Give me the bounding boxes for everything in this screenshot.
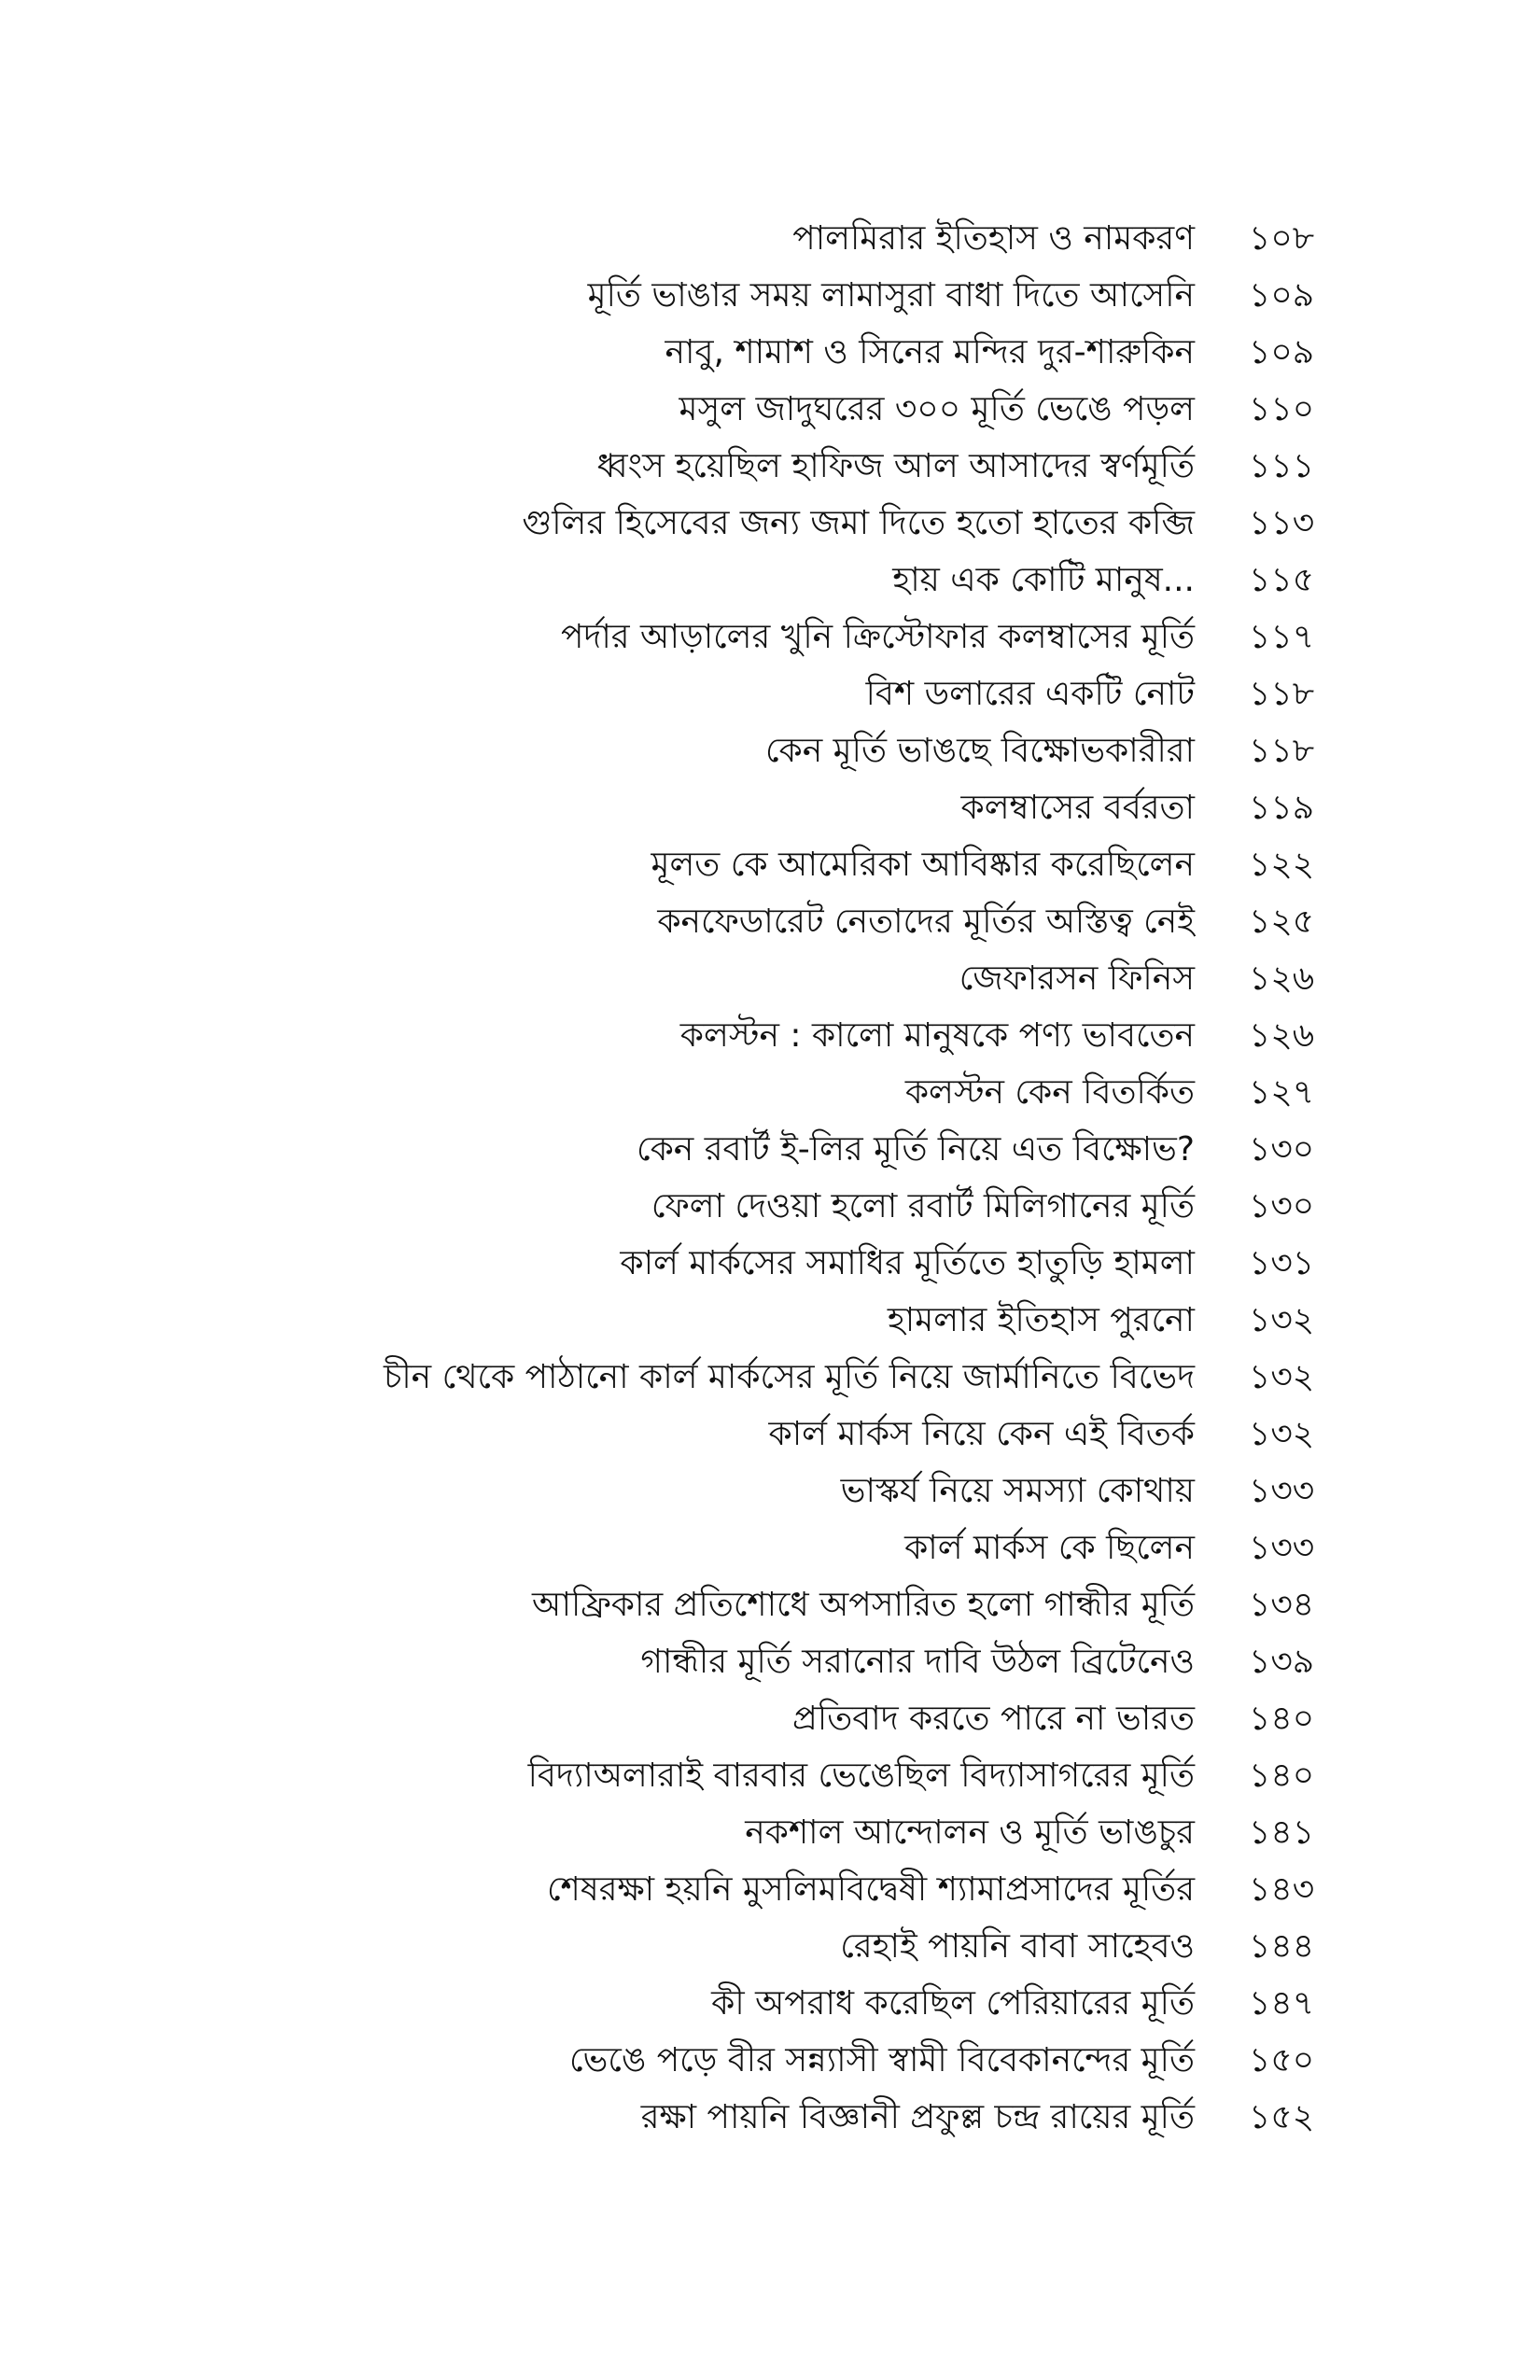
entry-title: আফ্রিকার প্রতিশোধে অপসারিত হলো গান্ধীর মূর্তি — [532, 1586, 1195, 1624]
entry-page-number: ১৪৭ — [1249, 1984, 1315, 2023]
entry-page-number: ১১৮ — [1249, 732, 1315, 770]
toc-entry — [0, 439, 1540, 496]
entry-page-number: ১০৯ — [1249, 333, 1315, 371]
entry-page-number: ১৩৯ — [1249, 1643, 1315, 1681]
entry-title: জেফারসন ফিনিস — [959, 959, 1195, 998]
entry-title: মূর্তি ভাঙার সময় লামাসুরা বাধা দিতে আসেনি — [587, 276, 1195, 315]
entry-title: কেন মূর্তি ভাঙছে বিক্ষোভকারীরা — [764, 732, 1195, 770]
entry-page-number: ১৪৪ — [1249, 1927, 1315, 1966]
entry-page-number: ১৫০ — [1249, 2041, 1315, 2079]
toc-entry — [0, 894, 1540, 951]
table-of-contents — [0, 211, 1540, 2147]
toc-entry — [0, 1065, 1540, 1122]
entry-title: ভাস্কর্য নিয়ে সমস্যা কোথায় — [840, 1472, 1195, 1510]
entry-title: কলস্টন কেন বিতর্কিত — [904, 1073, 1195, 1112]
entry-title: ভেঙে পড়ে বীর সন্ন্যাসী স্বামী বিবেকানন্দের মূর্তি — [568, 2041, 1195, 2079]
toc-entry — [0, 1577, 1540, 1634]
entry-title: ফেলা দেওয়া হলো রবার্ট মিলিগানের মূর্তি — [651, 1187, 1195, 1225]
toc-entry — [0, 382, 1540, 439]
entry-page-number: ১২২ — [1249, 846, 1315, 884]
entry-title: রক্ষা পায়নি বিজ্ঞানী প্রফুল্ল চন্দ্র রায়ের মূর্তি — [640, 2098, 1195, 2136]
entry-page-number: ১২৭ — [1249, 1073, 1315, 1112]
toc-entry — [0, 2033, 1540, 2090]
entry-page-number: ১৪০ — [1249, 1700, 1315, 1738]
entry-title: চীন থেকে পাঠানো কার্ল মার্কসের মূর্তি নিয়ে জার্মানিতে বিভেদ — [383, 1358, 1195, 1396]
entry-title: কেন রবার্ট ই-লির মূর্তি নিয়ে এত বিক্ষোভ? — [637, 1130, 1195, 1169]
entry-page-number: ১৩১ — [1249, 1244, 1315, 1282]
toc-entry — [0, 1805, 1540, 1862]
entry-title: রেহাই পায়নি বাবা সাহেবও — [840, 1927, 1195, 1966]
entry-title: কনফেডারেট নেতাদের মূর্তির অস্তিত্ব নেই — [657, 903, 1195, 941]
toc-entry — [0, 1236, 1540, 1293]
entry-page-number: ১৪৩ — [1249, 1870, 1315, 1909]
toc-entry — [0, 1350, 1540, 1407]
toc-entry — [0, 1634, 1540, 1691]
toc-entry — [0, 1748, 1540, 1805]
entry-title: কার্ল মার্কস কে ছিলেন — [904, 1529, 1195, 1567]
toc-entry — [0, 2090, 1540, 2147]
toc-entry — [0, 1919, 1540, 1976]
toc-entry — [0, 1293, 1540, 1350]
entry-page-number: ১১৯ — [1249, 789, 1315, 827]
toc-entry — [0, 1520, 1540, 1577]
entry-title: বিদ্যাঅলারাই বারবার ভেঙেছিল বিদ্যাসাগরের মূর্তি — [527, 1757, 1195, 1795]
entry-title: হায় এক কোটি মানুষ... — [892, 561, 1195, 599]
toc-entry — [0, 1122, 1540, 1179]
entry-title: গুলির হিসেবের জন্য জমা দিতে হতো হাতের কব্জি — [522, 504, 1195, 542]
toc-entry — [0, 1691, 1540, 1748]
toc-entry — [0, 780, 1540, 837]
toc-entry — [0, 1463, 1540, 1520]
entry-title: কার্ল মার্কস নিয়ে কেন এই বিতর্ক — [768, 1415, 1195, 1453]
entry-title: কলস্টন : কালো মানুষকে পণ্য ভাবতেন — [679, 1016, 1195, 1055]
toc-entry — [0, 837, 1540, 894]
toc-entry — [0, 666, 1540, 723]
toc-entry — [0, 1008, 1540, 1065]
entry-page-number: ১১০ — [1249, 390, 1315, 428]
entry-page-number: ১১১ — [1249, 447, 1315, 485]
toc-entry — [0, 325, 1540, 382]
entry-page-number: ১২৬ — [1249, 1016, 1315, 1055]
entry-title: ধ্বংস হয়েছিল হাফিজ আল আসাদের স্বর্ণমূর্তি — [596, 447, 1195, 485]
entry-page-number: ১৩৩ — [1249, 1529, 1315, 1567]
entry-title: বিশ ডলারের একটি নোট — [865, 675, 1195, 713]
entry-title: পালমিরার ইতিহাস ও নামকরণ — [792, 219, 1195, 258]
entry-page-number: ১৩২ — [1249, 1415, 1315, 1453]
entry-page-number: ১৩০ — [1249, 1187, 1315, 1225]
entry-page-number: ১৩০ — [1249, 1130, 1315, 1169]
entry-page-number: ১০৯ — [1249, 276, 1315, 315]
toc-entry — [0, 211, 1540, 268]
toc-entry — [0, 723, 1540, 780]
entry-page-number: ১১৩ — [1249, 504, 1315, 542]
toc-entry — [0, 496, 1540, 553]
entry-page-number: ১২৫ — [1249, 903, 1315, 941]
entry-page-number: ১৩৪ — [1249, 1586, 1315, 1624]
entry-page-number: ১৫২ — [1249, 2098, 1315, 2136]
entry-page-number: ১০৮ — [1249, 219, 1315, 258]
toc-entry — [0, 609, 1540, 666]
entry-page-number: ১৪১ — [1249, 1813, 1315, 1852]
entry-title: কার্ল মার্কসের সমাধির মূর্তিতে হাতুড়ি হামলা — [620, 1244, 1195, 1282]
entry-title: মূলত কে আমেরিকা আবিষ্কার করেছিলেন — [651, 846, 1195, 884]
entry-page-number: ১৩২ — [1249, 1301, 1315, 1339]
entry-title: প্রতিবাদ করতে পারে না ভারত — [792, 1700, 1195, 1738]
entry-title: মসুল জাদুঘরের ৩০০ মূর্তি ভেঙে পড়ল — [679, 390, 1195, 428]
entry-page-number: ১১৭ — [1249, 618, 1315, 656]
entry-page-number: ১৪০ — [1249, 1757, 1315, 1795]
toc-entry — [0, 268, 1540, 325]
entry-title: গান্ধীর মূর্তি সরানোর দাবি উঠল ব্রিটেনেও — [640, 1643, 1195, 1681]
toc-entry — [0, 1179, 1540, 1236]
toc-entry — [0, 553, 1540, 609]
entry-page-number: ১২৬ — [1249, 959, 1315, 998]
entry-title: শেষরক্ষা হয়নি মুসলিমবিদ্বেষী শ্যামাপ্রসাদের মূর্তির — [546, 1870, 1195, 1909]
toc-entry — [0, 1407, 1540, 1463]
toc-entry — [0, 951, 1540, 1008]
entry-title: হামলার ইতিহাস পুরনো — [887, 1301, 1195, 1339]
entry-page-number: ১৩৩ — [1249, 1472, 1315, 1510]
toc-entry — [0, 1862, 1540, 1919]
entry-title: কলম্বাসের বর্বরতা — [960, 789, 1195, 827]
entry-page-number: ১৩২ — [1249, 1358, 1315, 1396]
entry-page-number: ১১৫ — [1249, 561, 1315, 599]
entry-page-number: ১১৮ — [1249, 675, 1315, 713]
entry-title: কী অপরাধ করেছিল পেরিয়ারের মূর্তি — [711, 1984, 1195, 2023]
toc-entry — [0, 1976, 1540, 2033]
entry-title: নাবু, শামাশ ও সিনের মন্দির দুর-শারুকিন — [665, 333, 1195, 371]
entry-title: পর্দার আড়ালের খুনি ক্রিস্টোফার কলম্বাসের মূর্তি — [561, 618, 1195, 656]
entry-title: নকশাল আন্দোলন ও মূর্তি ভাঙচুর — [745, 1813, 1195, 1852]
